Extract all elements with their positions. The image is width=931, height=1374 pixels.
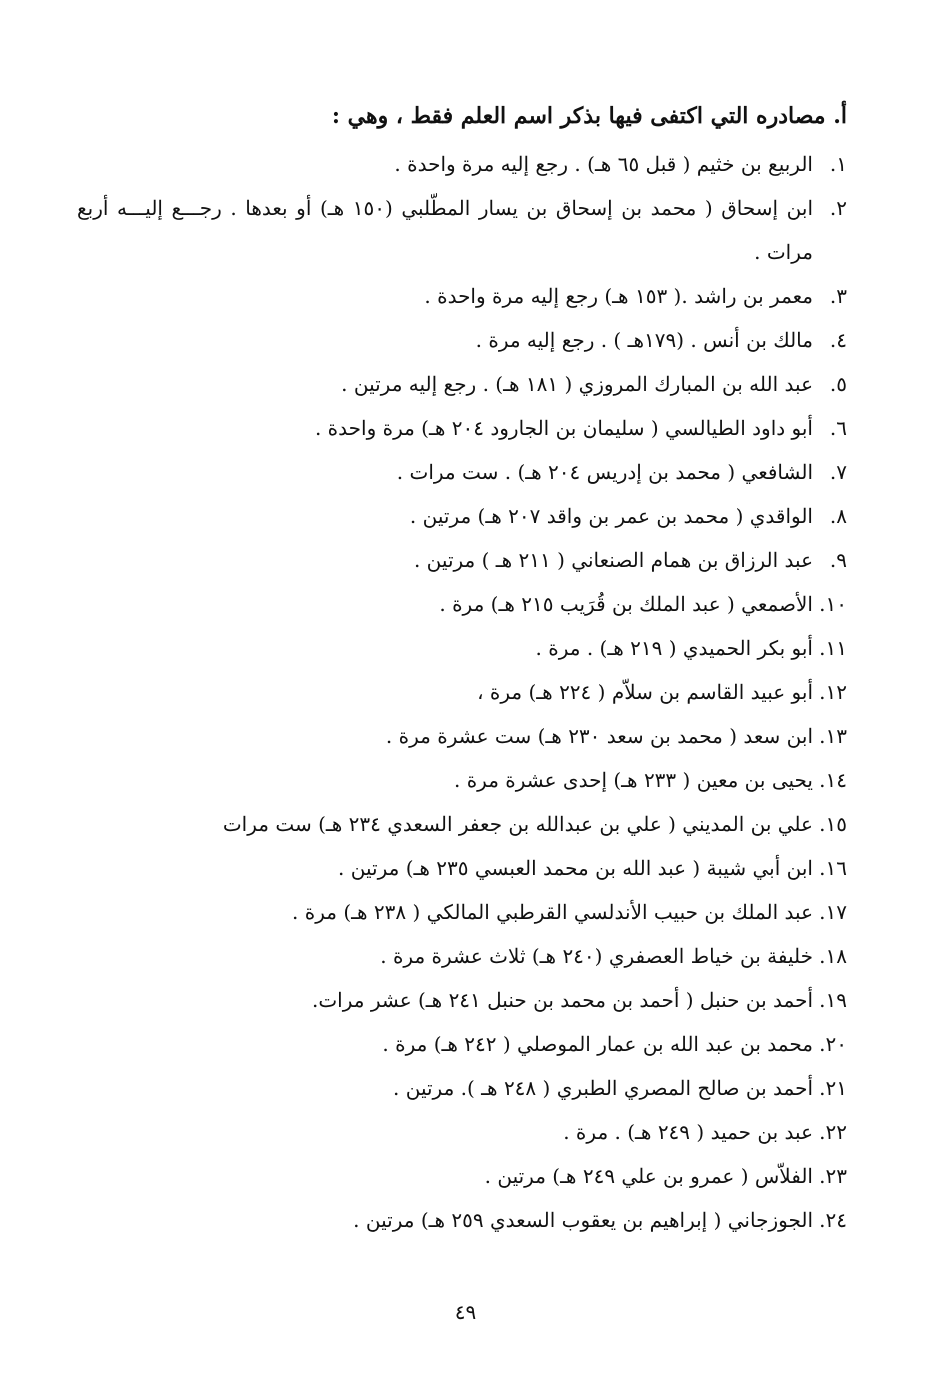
- list-item: [77, 1154, 847, 1198]
- list-item-number: ٩.: [829, 548, 847, 572]
- list-item-number: ٢٣.: [819, 1164, 847, 1188]
- list-item: [77, 406, 847, 450]
- list-item: [77, 758, 847, 802]
- list-item-number: ٢٤.: [819, 1208, 847, 1232]
- list-item: [77, 846, 847, 890]
- list-item-text: خليفة بن خياط العصفري (٢٤٠ هـ) ثلاث عشرة مرة .: [380, 944, 813, 968]
- list-item: [77, 494, 847, 538]
- list-item-number: ١٣.: [819, 724, 847, 748]
- list-item: [77, 274, 847, 318]
- list-item: [77, 142, 847, 186]
- list-item-text: عبد الملك بن حبيب الأندلسي القرطبي المالكي ( ٢٣٨ هـ) مرة .: [292, 900, 813, 924]
- list-item-text: عبد الله بن المبارك المروزي ( ١٨١ هـ) . رجع إليه مرتين .: [341, 372, 813, 396]
- list-item: [77, 934, 847, 978]
- list-item-text: أحمد بن حنبل ( أحمد بن محمد بن حنبل ٢٤١ هـ) عشر مرات.: [311, 988, 813, 1012]
- list-item-number: ١٥.: [819, 812, 847, 836]
- page-number: ٤٩: [454, 1300, 477, 1324]
- list-item-number: ٢٠.: [819, 1032, 847, 1056]
- list-item: [77, 890, 847, 934]
- list-item-number: ٥.: [829, 372, 847, 396]
- list-item: [77, 186, 847, 274]
- list-item: [77, 1110, 847, 1154]
- list-item: [77, 362, 847, 406]
- list-item: [77, 582, 847, 626]
- list-item-text: عبد الرزاق بن همام الصنعاني ( ٢١١ هـ ) مرتين .: [413, 548, 813, 572]
- list-item-text: الفلاّس ( عمرو بن علي ٢٤٩ هـ) مرتين .: [484, 1164, 813, 1188]
- list-item: [77, 626, 847, 670]
- list-item-number: ٤.: [829, 328, 847, 352]
- list-item: [77, 1066, 847, 1110]
- page-content: [77, 96, 847, 1242]
- sources-list: [77, 142, 847, 1242]
- list-item-text: مالك بن أنس . (١٧٩هـ ) . رجع إليه مرة .: [475, 328, 813, 352]
- list-item-text: الجوزجاني ( إبراهيم بن يعقوب السعدي ٢٥٩ هـ) مرتين .: [353, 1208, 813, 1232]
- list-item: [77, 538, 847, 582]
- list-item-text: ابن سعد ( محمد بن سعد ٢٣٠ هـ) ست عشرة مرة .: [385, 724, 813, 748]
- list-item-number: ٦.: [829, 416, 847, 440]
- list-item: [77, 670, 847, 714]
- list-item-number: ٢.: [829, 196, 847, 220]
- list-item-text: ابن إسحاق ( محمد بن إسحاق بن يسار المطّلبي (١٥٠ هـ) أو بعدها . رجـــع إليـــه أربع مرات .: [77, 196, 813, 264]
- list-item: [77, 714, 847, 758]
- list-item-text: الواقدي ( محمد بن عمر بن واقد ٢٠٧ هـ) مرتين .: [409, 504, 813, 528]
- list-item-number: ١٤.: [819, 768, 847, 792]
- list-item-number: ٣.: [829, 284, 847, 308]
- list-item: [77, 1198, 847, 1242]
- list-item-number: ١.: [829, 152, 847, 176]
- list-item: [77, 802, 847, 846]
- list-item-text: محمد بن عبد الله بن عمار الموصلي ( ٢٤٢ هـ) مرة .: [382, 1032, 813, 1056]
- list-item: [77, 978, 847, 1022]
- list-item-text: أبو عبيد القاسم بن سلاّم ( ٢٢٤ هـ) مرة ،: [477, 680, 813, 704]
- list-item-number: ١١.: [819, 636, 847, 660]
- list-item-text: أبو بكر الحميدي ( ٢١٩ هـ) . مرة .: [535, 636, 813, 660]
- list-item-text: عبد بن حميد ( ٢٤٩ هـ) . مرة .: [563, 1120, 813, 1144]
- section-heading: أ. مصادره التي اكتفى فيها بذكر اسم العلم فقط ، وهي :: [331, 103, 847, 129]
- list-item-number: ٢٢.: [819, 1120, 847, 1144]
- list-item-text: الشافعي ( محمد بن إدريس ٢٠٤ هـ) . ست مرات .: [396, 460, 813, 484]
- list-item: [77, 318, 847, 362]
- list-item-text: أبو داود الطيالسي ( سليمان بن الجارود ٢٠٤ هـ) مرة واحدة .: [314, 416, 813, 440]
- list-item-number: ١٨.: [819, 944, 847, 968]
- list-item-text: أحمد بن صالح المصري الطبري ( ٢٤٨ هـ ). مرتين .: [393, 1076, 813, 1100]
- list-item-number: ١٠.: [819, 592, 847, 616]
- list-item-number: ١٢.: [819, 680, 847, 704]
- list-item-number: ٢١.: [819, 1076, 847, 1100]
- list-item-text: يحيى بن معين ( ٢٣٣ هـ) إحدى عشرة مرة .: [453, 768, 813, 792]
- list-item-text: ابن أبي شيبة ( عبد الله بن محمد العبسي ٢٣٥ هـ) مرتين .: [338, 856, 813, 880]
- list-item-text: معمر بن راشد .( ١٥٣ هـ) رجع إليه مرة واحدة .: [424, 284, 813, 308]
- list-item-number: ١٩.: [819, 988, 847, 1012]
- list-item-number: ٨.: [829, 504, 847, 528]
- list-item-number: ١٦.: [819, 856, 847, 880]
- list-item-number: ٧.: [829, 460, 847, 484]
- list-item-text: الربيع بن خثيم ( قبل ٦٥ هـ) . رجع إليه مرة واحدة .: [394, 152, 813, 176]
- list-item-number: ١٧.: [819, 900, 847, 924]
- list-item-text: الأصمعي ( عبد الملك بن قُرَيب ٢١٥ هـ) مرة .: [439, 592, 813, 616]
- list-item: [77, 450, 847, 494]
- list-item: [77, 1022, 847, 1066]
- list-item-text: علي بن المديني ( علي بن عبدالله بن جعفر السعدي ٢٣٤ هـ) ست مرات: [222, 812, 813, 836]
